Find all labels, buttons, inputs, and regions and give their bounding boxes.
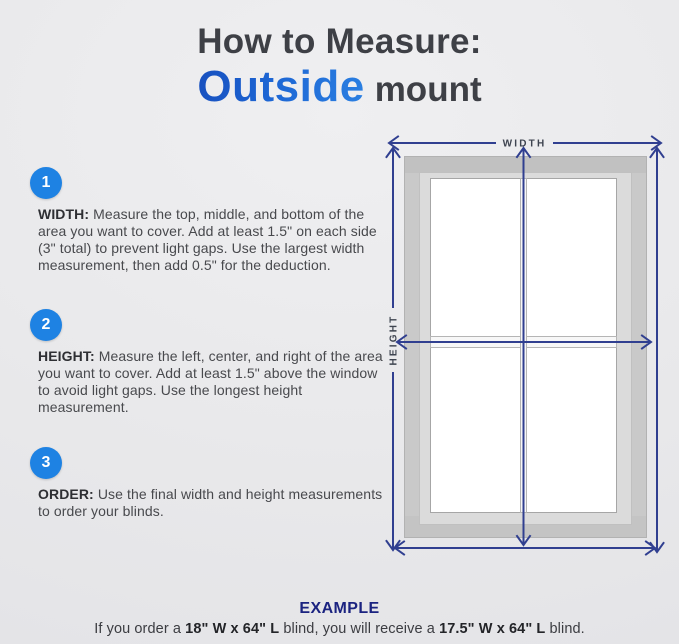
step-1-text xyxy=(38,206,383,274)
example-ordered-size: 18" W x 64" L xyxy=(185,621,280,637)
example-part3: blind. xyxy=(545,621,585,637)
example-received-size: 17.5" W x 64" L xyxy=(439,621,546,637)
step-2-description: Measure the left, center, and right of the area you want to cover. Add at least 1.5" above the window to avoid light gaps. Use the longest height measurement. xyxy=(38,348,383,415)
example-part1: If you order a xyxy=(94,621,186,637)
step-3-number-badge: 3 xyxy=(30,447,62,479)
step-2-text xyxy=(38,348,383,416)
step-1-description: Measure the top, middle, and bottom of the area you want to cover. Add at least 1.5" on each side (3" total) to prevent light gaps. Use the largest width measurement, then add 0.5" for the deduction. xyxy=(38,206,377,273)
title-line2 xyxy=(0,62,679,111)
step-3-label: ORDER: xyxy=(38,486,94,502)
step-3-description: Use the final width and height measurements to order your blinds. xyxy=(38,486,383,519)
example-part2: blind, you will receive a xyxy=(279,621,440,637)
title-mount-type: Outside xyxy=(197,62,365,112)
title-line1: How to Measure: xyxy=(197,22,482,61)
example-heading: EXAMPLE xyxy=(299,600,380,617)
step-1 xyxy=(30,167,386,274)
window-top-header xyxy=(405,157,646,173)
window-measurement-diagram xyxy=(383,130,668,595)
page-title xyxy=(0,22,679,111)
example-sentence xyxy=(0,621,679,637)
width-label: WIDTH xyxy=(502,138,547,150)
step-2-number-badge: 2 xyxy=(30,309,62,341)
height-label: HEIGHT xyxy=(388,314,400,366)
step-2-label: HEIGHT: xyxy=(38,348,95,364)
right-height-arrow xyxy=(651,148,664,552)
step-2 xyxy=(30,309,386,416)
step-1-label: WIDTH: xyxy=(38,206,90,222)
step-3 xyxy=(30,447,386,520)
step-1-number-badge: 1 xyxy=(30,167,62,199)
step-3-text xyxy=(38,486,383,520)
title-mount-word: mount xyxy=(374,70,482,110)
